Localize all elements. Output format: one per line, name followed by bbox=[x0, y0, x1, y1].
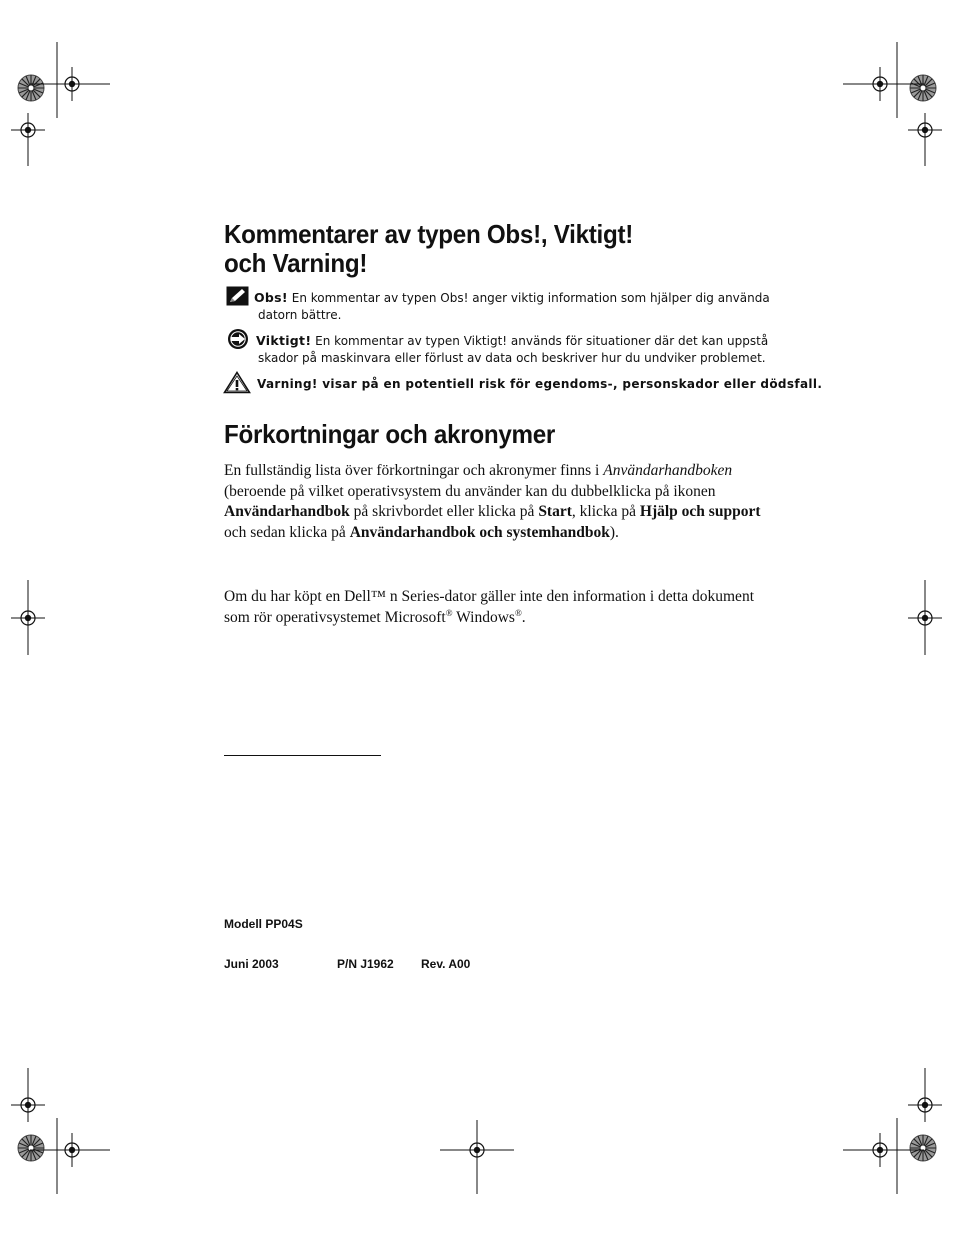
p1-text-c: (beroende på vilket operativsystem du använder kan du dubbelklicka på ikonen bbox=[224, 482, 716, 500]
obs-label: Obs! bbox=[254, 290, 288, 305]
p1-icon-name: Användarhandbok bbox=[224, 503, 350, 520]
p2-registered-mark-1: ® bbox=[445, 607, 453, 618]
note-pencil-icon bbox=[226, 286, 249, 306]
viktigt-text-line1: En kommentar av typen Viktigt! används för situationer där det kan uppstå bbox=[315, 334, 769, 348]
p1-text-a: En fullständig lista över förkortningar och akronymer finns i bbox=[224, 462, 604, 479]
p1-text-g: , klicka på bbox=[571, 503, 640, 520]
p1-help-support-label: Hjälp och support bbox=[639, 503, 761, 520]
p1-text-k: ). bbox=[609, 523, 619, 541]
p2-end: . bbox=[521, 608, 526, 626]
date-label: Juni 2003 bbox=[224, 957, 279, 971]
section2-title: Förkortningar och akronymer bbox=[224, 419, 556, 449]
section1-title-line1: Kommentarer av typen Obs!, Viktigt! bbox=[224, 219, 634, 249]
section1-heading bbox=[224, 220, 664, 278]
abbreviations-paragraph bbox=[224, 461, 794, 543]
varning-text: Varning! visar på en potentiell risk för egendoms-, personskador eller dödsfall. bbox=[257, 377, 823, 391]
viktigt-text-line2: skador på maskinvara eller förlust av data och beskriver hur du undviker problemet. bbox=[258, 351, 766, 365]
viktigt-label: Viktigt! bbox=[256, 333, 312, 348]
p1-guide-link-label: Användarhandbok och systemhandbok bbox=[349, 523, 610, 541]
p1-start-label: Start bbox=[538, 503, 572, 520]
p1-text-e: på skrivbordet eller klicka på bbox=[349, 503, 539, 520]
part-number-label: P/N J1962 bbox=[337, 957, 394, 971]
section1-title-line2: och Varning! bbox=[224, 248, 368, 278]
p1-text-i: och sedan klicka på bbox=[224, 523, 350, 541]
footnote-divider bbox=[224, 755, 381, 756]
notice-arrow-icon bbox=[226, 328, 250, 350]
p1-user-guide-title: Användarhandboken bbox=[603, 462, 733, 479]
viktigt-note bbox=[256, 332, 796, 367]
model-label: Modell PP04S bbox=[224, 917, 303, 931]
warning-triangle-icon bbox=[223, 371, 251, 394]
p2-registered-mark-2: ® bbox=[514, 607, 522, 618]
p2-text-a: Om du har köpt en Dell™ n Series-dator gäller inte den information i detta dokument bbox=[224, 588, 754, 605]
p2-text-c: Windows bbox=[452, 608, 515, 626]
obs-text-line1: En kommentar av typen Obs! anger viktig information som hjälper dig använda bbox=[291, 291, 770, 305]
p2-text-b: som rör operativsystemet Microsoft bbox=[224, 608, 446, 626]
revision-label: Rev. A00 bbox=[421, 957, 471, 971]
obs-text-line2: datorn bättre. bbox=[258, 308, 342, 322]
n-series-paragraph bbox=[224, 587, 804, 628]
obs-note bbox=[254, 289, 794, 324]
